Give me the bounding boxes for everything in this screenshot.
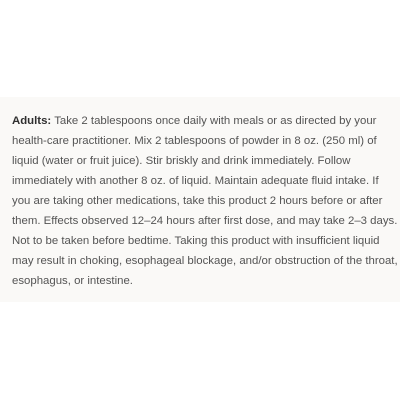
directions-paragraph bbox=[12, 111, 398, 291]
directions-text: Take 2 tablespoons once daily with meals or as directed by your health-care practitioner. Mix 2 tablespoons of powder in 8 oz. (250 ml) of liquid (water or fruit juice). Stir briskly and drink immediately. Follow immediately with another 8 oz. of liquid. Maintain adequate fluid intake. If you are taking other medications, take this product 2 hours before or after them. Effects observed 12–24 hours after first dose, and may take 2–3 days. Not to be taken before bedtime. Taking this product with insufficient liquid may result in choking, esophageal blockage, and/or obstruction of the throat, esophagus, or intestine. bbox=[12, 115, 398, 287]
directions-panel bbox=[0, 97, 400, 302]
directions-label: Adults: bbox=[12, 115, 52, 127]
